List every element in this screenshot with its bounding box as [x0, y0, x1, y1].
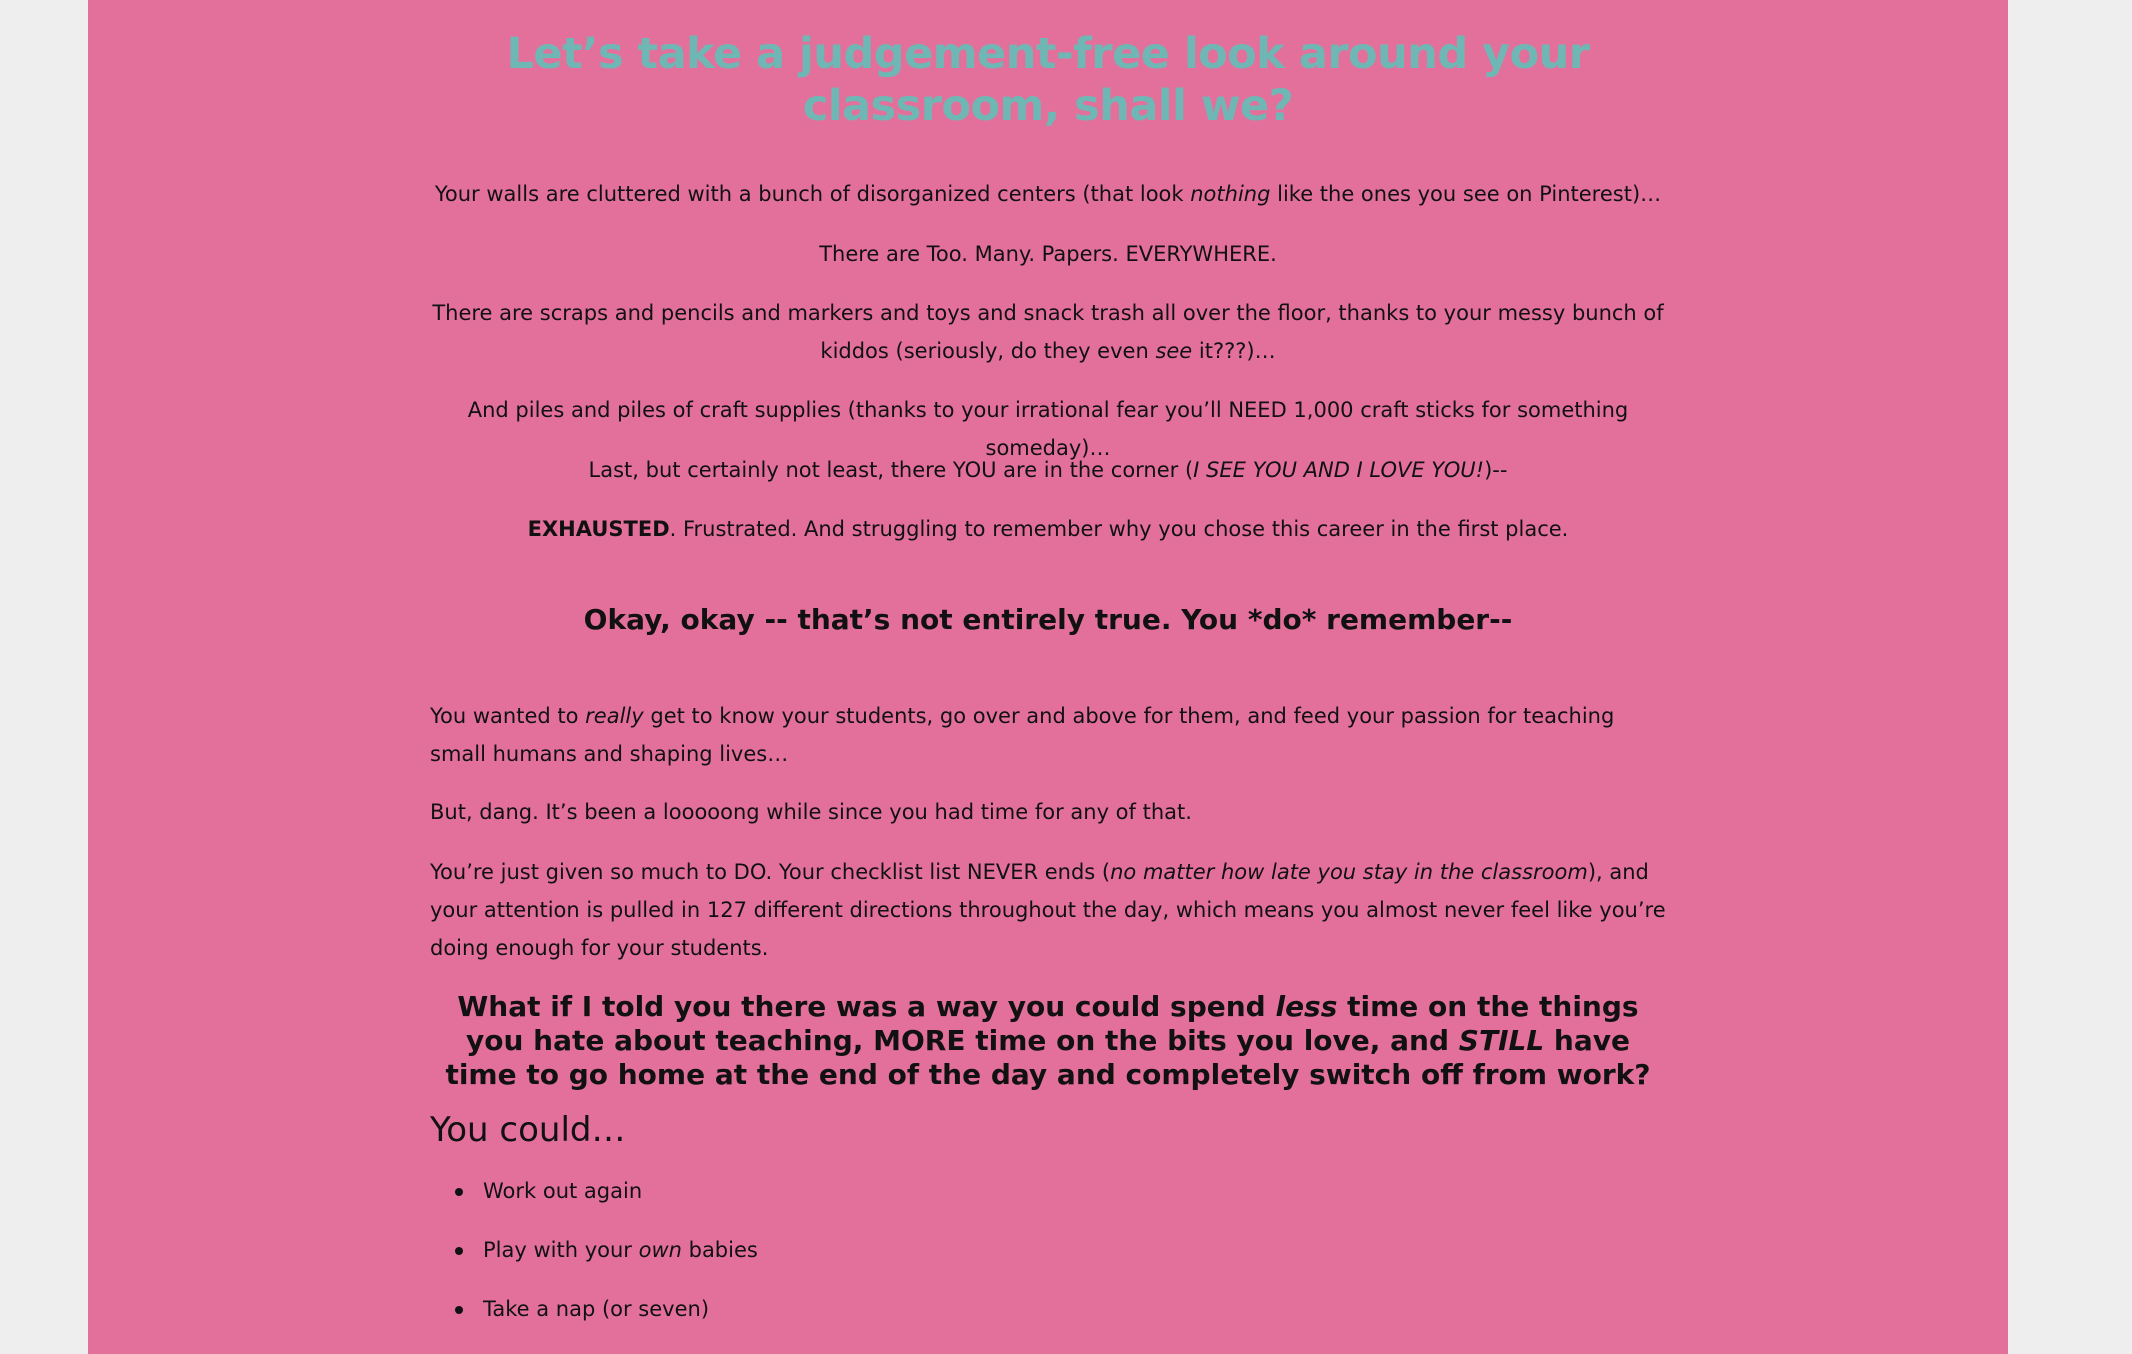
text-run: get to know your students, go over and above for them, and feed your passion for teaching small humans and shaping lives…: [430, 704, 1615, 766]
emphasis-text: STILL: [1458, 1024, 1545, 1057]
body-paragraph-checklist: [430, 853, 1666, 967]
intro-paragraph-supplies: And piles and piles of craft supplies (thanks to your irrational fear you’ll NEED 1,000 craft sticks for something someday)…: [467, 398, 1629, 460]
text-run: Play with your: [483, 1238, 639, 1262]
emphasis-text: I SEE YOU AND I LOVE YOU!: [1193, 458, 1485, 482]
bullet-icon: [455, 1306, 463, 1314]
section-title: Let’s take a judgement-free look around your classroom, shall we?: [506, 29, 1590, 131]
list-item: [430, 1231, 1666, 1269]
emphasis-text: really: [585, 704, 644, 728]
text-run: . Frustrated. And struggling to remember why you chose this career in the first place.: [669, 517, 1569, 541]
benefits-list: [430, 1172, 1666, 1349]
intro-paragraph-corner: [430, 451, 1666, 489]
text-run: have time to go home at the end of the day and completely switch off from work?: [445, 1024, 1651, 1091]
emphasis-text: no matter how late you stay in the classroom: [1110, 860, 1588, 884]
intro-paragraph-papers: There are Too. Many. Papers. EVERYWHERE.: [819, 242, 1277, 266]
intro-paragraph-exhausted: [430, 510, 1666, 548]
text-run: You wanted to: [430, 704, 586, 728]
emphasis-text: less: [1275, 990, 1338, 1023]
list-item: [430, 1172, 1666, 1210]
text-run: What if I told you there was a way you could spend: [457, 990, 1276, 1023]
list-item-label: Work out again: [483, 1179, 643, 1203]
question-heading: [430, 990, 1666, 1092]
strong-text: EXHAUSTED: [527, 517, 670, 541]
text-run: time on the things you hate about teaching, MORE time on the bits you love, and: [466, 990, 1639, 1057]
text-run: Your walls are cluttered with a bunch of disorganized centers (that look: [434, 182, 1191, 206]
subheading-remember: Okay, okay -- that’s not entirely true. You *do* remember--: [583, 603, 1513, 636]
body-paragraph-wanted: [430, 697, 1666, 773]
text-run: like the ones you see on Pinterest)…: [1270, 182, 1662, 206]
bullet-icon: [455, 1247, 463, 1255]
bullet-icon: [455, 1188, 463, 1196]
text-run: You’re just given so much to DO. Your checklist list NEVER ends (: [430, 860, 1111, 884]
list-item-label: Take a nap (or seven): [483, 1297, 710, 1321]
intro-paragraph-floor: [430, 294, 1666, 370]
text-run: Last, but certainly not least, there YOU are in the corner (: [588, 458, 1194, 482]
emphasis-text: own: [638, 1238, 682, 1262]
emphasis-text: nothing: [1190, 182, 1271, 206]
text-run: ), and your attention is pulled in 127 different directions throughout the day, which means you almost never feel like you’re doing enough for your students.: [430, 860, 1666, 960]
text-run: )--: [1484, 458, 1508, 482]
text-run: There are scraps and pencils and markers and toys and snack trash all over the floor, thanks to your messy bunch of kiddos (seriously, do they even: [432, 301, 1664, 363]
list-item: [430, 1290, 1666, 1328]
text-run: babies: [681, 1238, 758, 1262]
you-could-heading: You could…: [430, 1110, 626, 1150]
emphasis-text: see: [1155, 339, 1193, 363]
text-run: it???)…: [1192, 339, 1276, 363]
intro-paragraph-walls: [430, 175, 1666, 213]
sales-page-section: [88, 0, 2008, 1354]
body-paragraph-dang: But, dang. It’s been a looooong while since you had time for any of that.: [430, 800, 1192, 824]
